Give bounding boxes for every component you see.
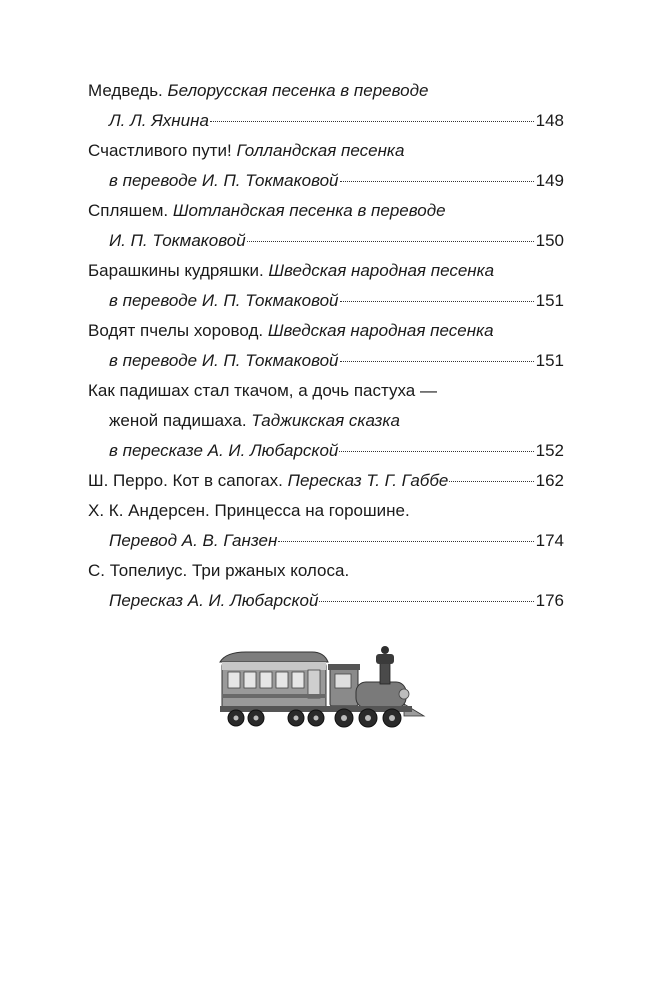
train-illustration xyxy=(216,644,430,730)
toc-subtitle: в переводе И. П. Токмаковой xyxy=(109,351,339,370)
toc-subtitle: Пересказ А. И. Любарской xyxy=(109,591,319,610)
page-number: 162 xyxy=(535,471,564,490)
toc-entry xyxy=(88,136,564,196)
page-number: 151 xyxy=(535,351,564,370)
toc-title: Водят пчелы хоровод. xyxy=(88,321,268,340)
toc-subtitle: Шотландская песенка в переводе xyxy=(172,201,446,220)
page-number: 176 xyxy=(535,591,564,610)
toc-line xyxy=(88,436,564,466)
table-of-contents xyxy=(88,76,564,616)
toc-entry xyxy=(88,256,564,316)
dot-leader xyxy=(340,181,534,182)
toc-subtitle: Голландская песенка xyxy=(236,141,405,160)
dot-leader xyxy=(278,541,533,542)
toc-line xyxy=(88,586,564,616)
dot-leader xyxy=(340,361,534,362)
toc-line xyxy=(88,556,564,586)
dot-leader xyxy=(210,121,534,122)
toc-author: Ш. Перро. xyxy=(88,471,168,490)
carriage-illustration xyxy=(220,652,330,712)
toc-line xyxy=(88,316,564,346)
toc-title: женой падишаха. xyxy=(109,411,252,430)
toc-subtitle: Шведская народная песенка xyxy=(268,261,495,280)
page-number: 150 xyxy=(535,231,564,250)
toc-title: Медведь. xyxy=(88,81,168,100)
toc-line xyxy=(88,106,564,136)
toc-line xyxy=(88,166,564,196)
toc-entry xyxy=(88,376,564,466)
toc-subtitle: Белорусская песенка в переводе xyxy=(167,81,429,100)
toc-subtitle: Таджикская сказка xyxy=(251,411,400,430)
toc-title: Принцесса на горошине. xyxy=(209,501,410,520)
toc-line xyxy=(88,76,564,106)
toc-title: Спляшем. xyxy=(88,201,173,220)
toc-line xyxy=(88,256,564,286)
toc-title: Кот в сапогах. xyxy=(167,471,288,490)
toc-subtitle: Л. Л. Яхнина xyxy=(109,111,209,130)
toc-entry xyxy=(88,556,564,616)
toc-subtitle: в переводе И. П. Токмаковой xyxy=(109,171,339,190)
toc-subtitle: Пересказ Т. Г. Габбе xyxy=(287,471,449,490)
toc-subtitle: в переводе И. П. Токмаковой xyxy=(109,291,339,310)
toc-author: С. Топелиус. xyxy=(88,561,188,580)
toc-title: Как падишах стал ткачом, а дочь пастуха — xyxy=(88,381,437,400)
dot-leader xyxy=(340,301,534,302)
page-number: 174 xyxy=(535,531,564,550)
toc-title: Три ржаных колоса. xyxy=(187,561,350,580)
toc-entry xyxy=(88,76,564,136)
dot-leader xyxy=(339,451,533,452)
toc-subtitle: Перевод А. В. Ганзен xyxy=(109,531,278,550)
toc-subtitle: в пересказе А. И. Любарской xyxy=(109,441,339,460)
toc-entry xyxy=(88,466,564,496)
dot-leader xyxy=(449,481,533,482)
toc-line xyxy=(88,496,564,526)
toc-entry xyxy=(88,196,564,256)
dot-leader xyxy=(247,241,534,242)
locomotive-illustration xyxy=(328,646,424,716)
toc-line xyxy=(88,376,564,406)
toc-line xyxy=(88,526,564,556)
toc-title: Счастливого пути! xyxy=(88,141,237,160)
toc-line xyxy=(88,226,564,256)
page-number: 149 xyxy=(535,171,564,190)
page-number: 152 xyxy=(535,441,564,460)
toc-subtitle: И. П. Токмаковой xyxy=(109,231,246,250)
toc-line xyxy=(88,406,564,436)
page-number: 151 xyxy=(535,291,564,310)
toc-line xyxy=(88,136,564,166)
toc-author: Х. К. Андерсен. xyxy=(88,501,210,520)
dot-leader xyxy=(319,601,533,602)
toc-title: Барашкины кудряшки. xyxy=(88,261,269,280)
toc-line xyxy=(88,466,564,496)
page-number: 148 xyxy=(535,111,564,130)
toc-line xyxy=(88,196,564,226)
toc-entry xyxy=(88,496,564,556)
toc-line xyxy=(88,346,564,376)
toc-entry xyxy=(88,316,564,376)
toc-subtitle: Шведская народная песенка xyxy=(267,321,494,340)
toc-line xyxy=(88,286,564,316)
